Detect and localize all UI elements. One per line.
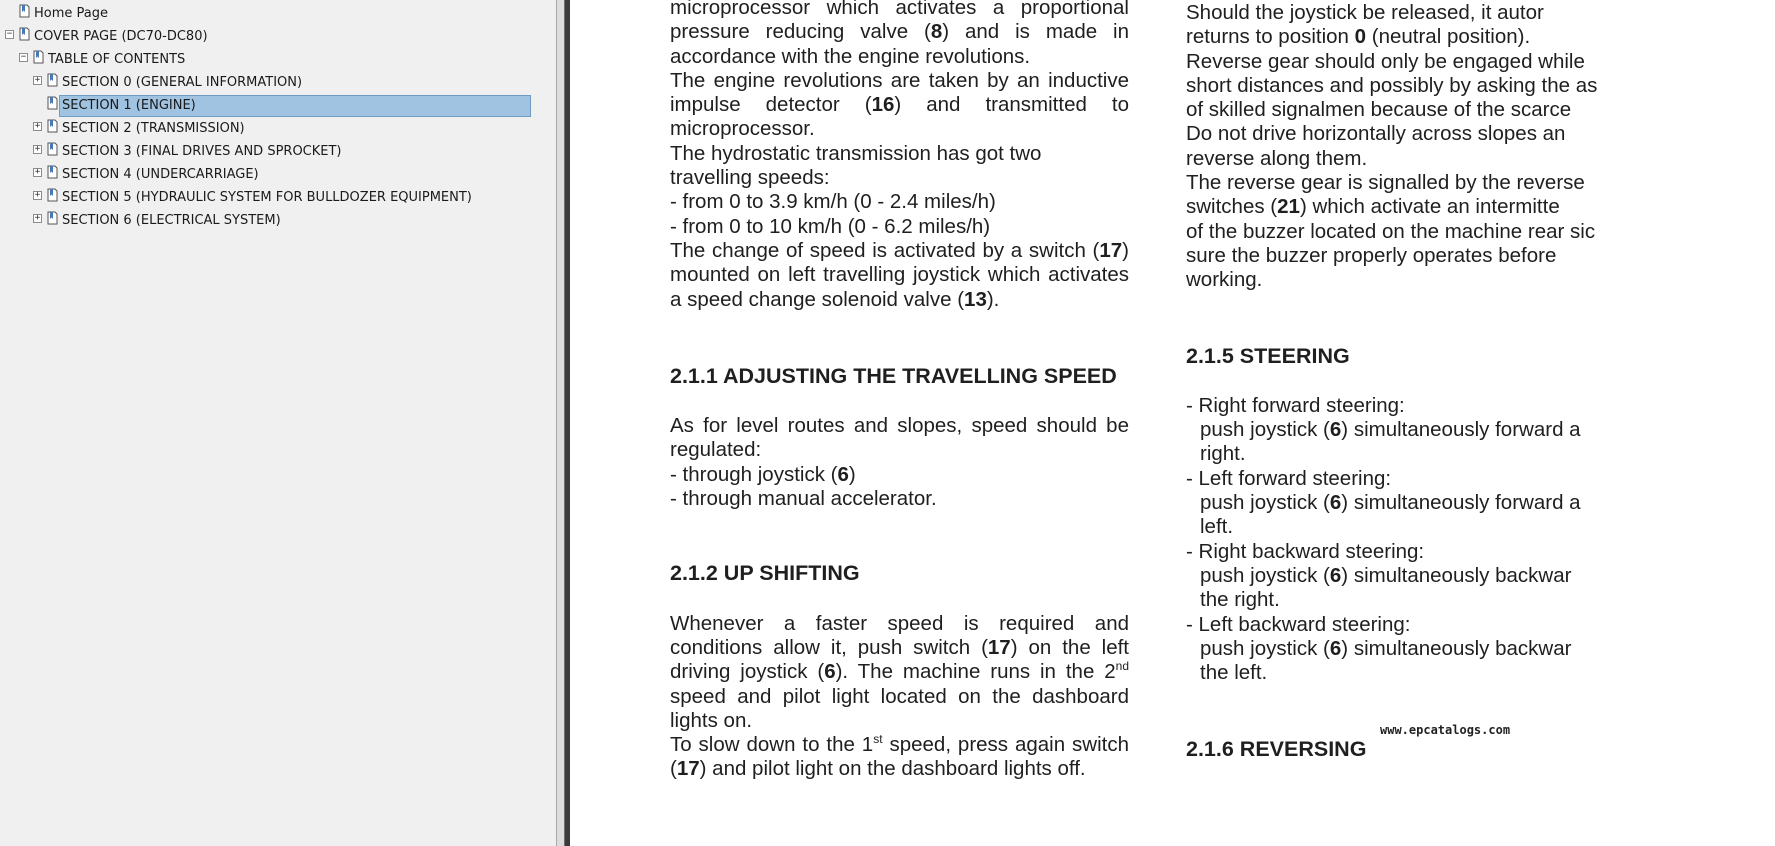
section-heading: 2.1.2 UP SHIFTING (670, 561, 860, 586)
paragraph: - through joystick (6) (670, 462, 856, 486)
paragraph: The change of speed is activated by a switch (17) mounted on left travelling joystick which activates a speed change solenoid valve (13). (670, 238, 1129, 311)
text-line: Reverse gear should only be engaged while (1186, 49, 1585, 73)
paragraph: Whenever a faster speed is required and conditions allow it, push switch (17) on the left driving joystick (6). The machine runs in the 2nd speed and pilot light located on the dashboard lights on. (670, 611, 1130, 732)
bookmark-table-of-contents[interactable] (30, 49, 187, 70)
expand-toggle[interactable]: + (34, 121, 41, 131)
bookmark-section-3[interactable] (44, 141, 344, 162)
bookmark-section-6[interactable] (44, 210, 283, 231)
text-line: of the buzzer located on the machine rear sic (1186, 219, 1596, 243)
list-item: - Left backward steering: (1186, 612, 1411, 636)
bookmark-section-1[interactable] (44, 95, 530, 116)
text-column-right (1186, 0, 1775, 762)
text-line: left. (1200, 515, 1234, 539)
bookmark-section-2[interactable] (44, 118, 247, 139)
bookmark-icon (47, 188, 58, 202)
bookmark-cover-page[interactable] (16, 26, 210, 47)
bookmark-section-4[interactable] (44, 164, 261, 185)
text-line: sure the buzzer properly operates before (1186, 243, 1557, 267)
bookmark-icon (47, 211, 58, 225)
paragraph: - from 0 to 3.9 km/h (0 - 2.4 miles/h) (670, 190, 996, 214)
paragraph: As for level routes and slopes, speed should be regulated: (670, 414, 1129, 462)
bookmark-label: SECTION 5 (HYDRAULIC SYSTEM FOR BULLDOZER EQUIPMENT) (62, 189, 472, 205)
text-line: short distances and possibly by asking the as (1186, 73, 1598, 97)
section-heading: 2.1.5 STEERING (1186, 343, 1350, 368)
expand-toggle[interactable]: + (34, 213, 41, 223)
paragraph: To slow down to the 1st speed, press again switch (17) and pilot light on the dashboard lights off. (670, 732, 1129, 781)
expand-toggle[interactable]: + (34, 167, 41, 177)
bookmark-label: SECTION 4 (UNDERCARRIAGE) (62, 166, 259, 182)
text-line: the right. (1200, 588, 1280, 612)
bookmark-label: SECTION 0 (GENERAL INFORMATION) (62, 74, 303, 90)
text-line: the left. (1200, 661, 1268, 685)
text-line: working. (1186, 268, 1263, 292)
bookmark-icon (47, 73, 58, 87)
text-line: push joystick (6) simultaneously forward a (1200, 418, 1581, 442)
text-line: Do not drive horizontally across slopes an (1186, 122, 1566, 146)
text-line: switches (21) which activate an intermitte (1186, 195, 1560, 219)
text-line: right. (1200, 442, 1246, 466)
list-item: - Right forward steering: (1186, 393, 1405, 417)
section-heading: 2.1.6 REVERSING (1186, 737, 1367, 762)
text-line: push joystick (6) simultaneously backwar (1200, 636, 1572, 660)
bookmark-label: SECTION 6 (ELECTRICAL SYSTEM) (62, 212, 281, 228)
bookmark-icon (47, 96, 58, 110)
text-line: push joystick (6) simultaneously forward a (1200, 491, 1581, 515)
bookmark-section-0[interactable] (44, 72, 304, 93)
expand-toggle[interactable]: + (34, 75, 41, 85)
text-line: returns to position 0 (neutral position). (1186, 25, 1531, 49)
bookmark-home-page[interactable] (16, 3, 110, 24)
section-heading: 2.1.1 ADJUSTING THE TRAVELLING SPEED (670, 363, 1117, 388)
paragraph: - through manual accelerator. (670, 487, 937, 511)
bookmark-label: COVER PAGE (DC70-DC80) (34, 28, 208, 44)
paragraph: The hydrostatic transmission has got two travelling speeds: (670, 141, 1042, 190)
bookmark-icon (19, 27, 30, 41)
collapse-toggle[interactable]: − (20, 52, 27, 62)
document-page (570, 0, 1775, 846)
list-item: - Right backward steering: (1186, 539, 1425, 563)
bookmark-label: Home Page (34, 5, 108, 21)
bookmark-tree-panel (0, 0, 556, 846)
bookmark-section-5[interactable] (44, 187, 474, 208)
bookmark-icon (19, 4, 30, 18)
bookmark-label: SECTION 2 (TRANSMISSION) (62, 120, 245, 136)
collapse-toggle[interactable]: − (6, 29, 13, 39)
bookmark-label: SECTION 3 (FINAL DRIVES AND SPROCKET) (62, 143, 342, 159)
text-line: The reverse gear is signalled by the reverse (1186, 171, 1585, 195)
expand-toggle[interactable]: + (34, 190, 41, 200)
paragraph: - from 0 to 10 km/h (0 - 6.2 miles/h) (670, 214, 991, 238)
bookmark-icon (33, 50, 44, 64)
watermark: www.epcatalogs.com (1380, 723, 1511, 737)
text-line: push joystick (6) simultaneously backwar (1200, 563, 1572, 587)
expand-toggle[interactable]: + (34, 144, 41, 154)
bookmark-icon (47, 119, 58, 133)
bookmark-label: TABLE OF CONTENTS (48, 51, 186, 67)
bookmark-icon (47, 142, 58, 156)
text-column-left (670, 0, 1129, 782)
bookmark-icon (47, 165, 58, 179)
text-line: reverse along them. (1186, 146, 1368, 170)
list-item: - Left forward steering: (1186, 466, 1392, 490)
paragraph: The engine revolutions are taken by an inductive impulse detector (16) and transmitted to microprocessor. (670, 68, 1129, 141)
pane-splitter[interactable] (556, 0, 565, 846)
text-line: of skilled signalmen because of the scarce (1186, 98, 1572, 122)
paragraph: microprocessor which activates a proportional pressure reducing valve (8) and is made in accordance with the engine revolutions. (670, 0, 1129, 68)
bookmark-label: SECTION 1 (ENGINE) (60, 96, 530, 116)
text-line: Should the joystick be released, it autor (1186, 1, 1544, 24)
